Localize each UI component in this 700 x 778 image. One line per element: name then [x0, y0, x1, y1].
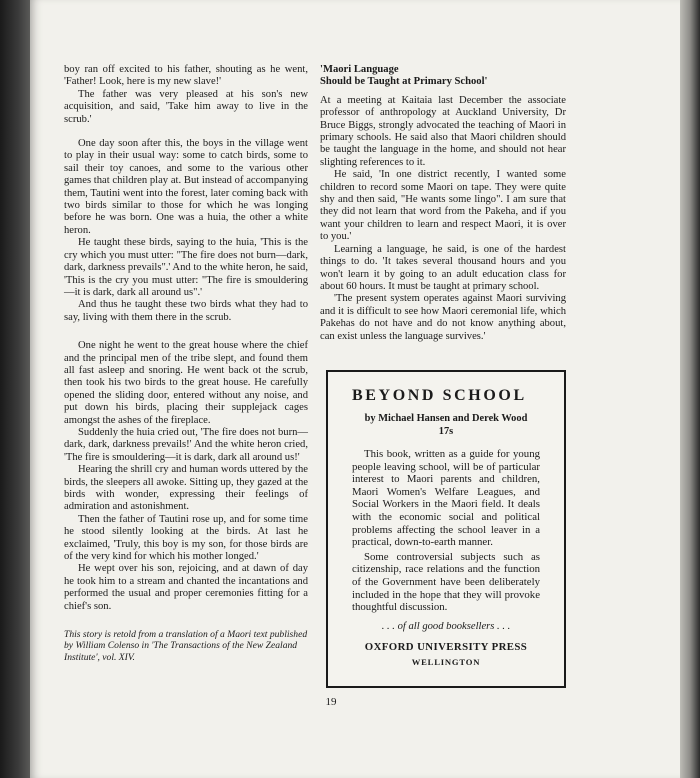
right-scan-edge	[680, 0, 700, 778]
story-paragraph: He taught these birds, saying to the huia, 'This is the cry which you must utter: "The fire does not burn—dark, dark, darkness prevails".' And to the white heron, he said, 'This is the cry you must utter: "The fire is smouldering—it is dark, dark all around us".'	[64, 237, 308, 298]
article-paragraph: 'The present system operates against Maori surviving and it is difficult to see how Maori ceremonial life, which Pakehas do not have and do not know anything about, can exist unless the language survives.'	[320, 293, 566, 342]
story-paragraph: Then the father of Tautini rose up, and for some time he stood silently looking at the birds. At last he exclaimed, 'Truly, this boy is my son, for those birds are of the very kind for which his mother longed.'	[64, 513, 308, 563]
advert-sellers: . . . of all good booksellers . . .	[381, 620, 511, 632]
advert-body	[342, 448, 550, 614]
advert-paragraph: This book, written as a guide for young people leaving school, will be of particular interest to Maori parents and children, Maori Women's Welfare Leagues, and Social Workers in the Maori field. It deals with the economic social and political problems affecting the school leaver in a practical, down-to-earth manner.	[352, 448, 540, 549]
page-number: 19	[325, 696, 337, 708]
advert-title: BEYOND SCHOOL	[352, 387, 527, 404]
story-paragraph: boy ran off excited to his father, shouting as he went, 'Father! Look, here is my new slave!'	[64, 64, 308, 88]
article-heading-line1: 'Maori Language	[320, 64, 399, 75]
story-paragraph: Hearing the shrill cry and human words uttered by the birds, the sleepers all awoke. Sitting up, they gazed at the birds with wonder, expressing their feelings of admiration and astonishment.	[64, 464, 308, 513]
story-paragraph: And thus he taught these two birds what they had to say, living with them there in the scrub.	[64, 299, 308, 323]
advert-authors: by Michael Hansen and Derek Wood	[364, 413, 528, 424]
story-paragraph: He wept over his son, rejoicing, and at dawn of day he took him to a stream and chanted the incantations and performed the usual and proper ceremonies fitting for a chief's son.	[64, 563, 308, 612]
article-paragraph: He said, 'In one district recently, I wanted some children to record some Maori on tape. They were quite shy and then said, "He wants some lingo". I am sure that they did not learn that word from the Pakeha, and if you want your children to learn and respect Maori, it is over to you.'	[320, 169, 566, 243]
advert-paragraph: Some controversial subjects such as citizenship, race relations and the function of the Government have been deliberately included in the hope that they will provoke thoughtful discussion.	[352, 550, 540, 614]
article-paragraph: At a meeting at Kaitaia last December the associate professor of anthropology at Auckland University, Dr Bruce Biggs, strongly advocated the teaching of Maori in primary schools. He said also that Maori children should be taught the language in the home, and should not hear slighting references to it.	[320, 94, 566, 168]
story-paragraph: Suddenly the huia cried out, 'The fire does not burn—dark, dark, darkness prevails!' And the white heron cried, 'The fire is smouldering—it is dark, dark all around us!'	[64, 426, 308, 463]
advert-publisher: OXFORD UNIVERSITY PRESS	[364, 640, 528, 653]
left-scan-edge	[0, 0, 30, 778]
book-advertisement	[326, 370, 566, 688]
story-credit: This story is retold from a translation of a Maori text published by William Colenso in 'The Transactions of the New Zealand Institute', vol. XIV.	[64, 629, 308, 663]
advert-city: WELLINGTON	[411, 656, 481, 667]
story-paragraph: The father was very pleased at his son's new acquisition, and said, 'Take him away to live in the scrub.'	[64, 88, 308, 125]
article-heading-line2: Should be Taught at Primary School'	[320, 76, 488, 88]
article-paragraph: Learning a language, he said, is one of the hardest things to do. 'It takes several thousand hours and you won't learn it by going to an adult education class for about 60 hours. It must be taught at primary school.	[320, 243, 566, 292]
story-paragraph: One night he went to the great house where the chief and the principal men of the tribe slept, and found them all fast asleep and snoring. He went back ot the scrub, then took his two birds to the great house. He carefully opened the sliding door, entered without any noise, and put down his birds, placing their supplejack cages amongst the ashes of the fireplace.	[64, 340, 308, 426]
advert-price: 17s	[438, 426, 454, 437]
right-column	[320, 64, 566, 343]
left-column	[64, 64, 308, 663]
story-paragraph: One day soon after this, the boys in the village went to play in their usual way: some to catch birds, some to sail their toy canoes, and some to the various other games that children play at. But instead of accompanying them, Tautini went into the forest, later coming back with two birds similar to those for which he was longing before he was born. One was a huia, the other a white heron.	[64, 138, 308, 236]
article-heading	[320, 64, 566, 89]
